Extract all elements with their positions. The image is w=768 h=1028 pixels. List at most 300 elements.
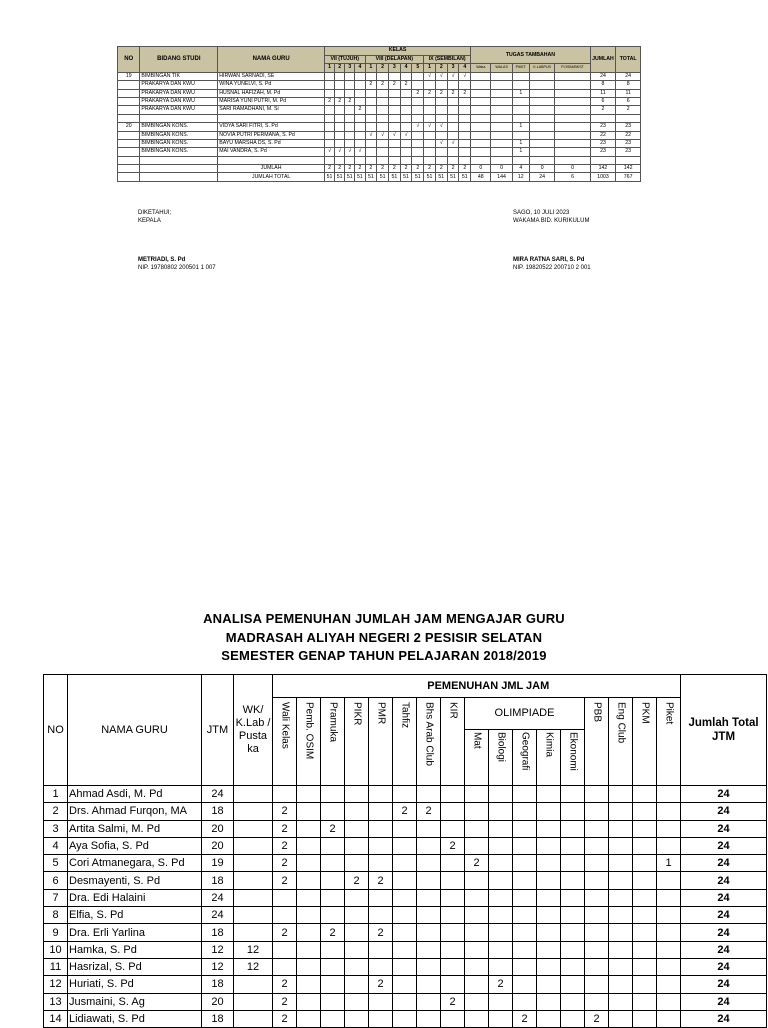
class-cell <box>424 156 436 164</box>
class-cell <box>345 72 355 80</box>
tugas-cell <box>471 89 491 97</box>
tugas-cell <box>555 131 590 139</box>
activity-cell <box>513 837 537 854</box>
activity-header-label: Pemb. OSIM <box>303 702 315 760</box>
class-cell <box>377 97 389 105</box>
activity-cell <box>393 820 417 837</box>
wakama-name: MIRA RATNA SARI, S. Pd <box>513 257 585 263</box>
activity-cell <box>609 803 633 820</box>
row-no: 6 <box>44 872 68 889</box>
class-cell <box>377 148 389 156</box>
activity-cell <box>393 958 417 975</box>
class-number-header: 1 <box>365 64 377 72</box>
class-number-header: 4 <box>400 64 412 72</box>
row-jumlah-total: 24 <box>681 855 767 872</box>
row-jumlah-total: 24 <box>681 924 767 941</box>
row-jumlah: 6 <box>590 97 616 105</box>
class-cell: 2 <box>435 165 447 173</box>
class-cell: √ <box>447 139 459 147</box>
class-cell <box>435 156 447 164</box>
tugas-cell: 0 <box>471 165 491 173</box>
class-cell: 51 <box>345 173 355 181</box>
row-no: 4 <box>44 837 68 854</box>
row-no: 10 <box>44 941 68 958</box>
tugas-cell: 0 <box>555 165 590 173</box>
activity-cell: 2 <box>273 924 297 941</box>
row-jumlah-total: 24 <box>681 993 767 1010</box>
activity-cell <box>561 786 585 803</box>
class-cell: √ <box>345 148 355 156</box>
row-bidang-studi: BIMBINGAN KONS. <box>140 148 218 156</box>
row-jumlah: 23 <box>590 148 616 156</box>
activity-cell <box>633 941 657 958</box>
class-cell: 51 <box>325 173 335 181</box>
row-no <box>118 131 140 139</box>
class-cell: √ <box>424 72 436 80</box>
row-jtm: 18 <box>202 976 234 993</box>
activity-cell <box>537 786 561 803</box>
col-ix: IX (SEMBILAN) <box>424 56 471 64</box>
row-no: 9 <box>44 924 68 941</box>
row-nama-guru: Drs. Ahmad Furqon, MA <box>68 803 202 820</box>
activity-cell <box>345 1010 369 1027</box>
class-cell: 2 <box>400 165 412 173</box>
activity-cell <box>369 786 393 803</box>
class-cell <box>345 106 355 114</box>
activity-header <box>441 698 465 786</box>
teaching-schedule-table <box>117 46 641 182</box>
activity-cell <box>369 993 393 1010</box>
activity-cell <box>585 889 609 906</box>
activity-cell <box>537 820 561 837</box>
activity-cell <box>537 803 561 820</box>
class-cell <box>447 97 459 105</box>
table-row <box>44 924 767 941</box>
class-cell <box>355 114 365 122</box>
row-wk <box>234 855 273 872</box>
class-cell <box>388 114 400 122</box>
tugas-cell <box>512 106 529 114</box>
activity-cell: 2 <box>321 924 345 941</box>
activity-cell <box>369 889 393 906</box>
activity-cell <box>297 889 321 906</box>
row-nama-guru: Ahmad Asdi, M. Pd <box>68 786 202 803</box>
analysis-title-2: MADRASAH ALIYAH NEGERI 2 PESISIR SELATAN <box>225 630 543 645</box>
activity-cell <box>345 855 369 872</box>
row-nama-guru: Aya Sofia, S. Pd <box>68 837 202 854</box>
class-cell <box>325 81 335 89</box>
wakama-nip: NIP. 19820522 200710 2 001 <box>513 265 591 271</box>
activity-cell <box>609 941 633 958</box>
activity-cell <box>633 889 657 906</box>
kepala-label: KEPALA <box>138 218 161 224</box>
row-no: 14 <box>44 1010 68 1027</box>
col-tugas-tambahan: TUGAS TAMBAHAN <box>471 47 590 64</box>
activity-cell <box>657 786 681 803</box>
class-cell: 2 <box>377 81 389 89</box>
class-cell <box>325 123 335 131</box>
activity-cell <box>489 889 513 906</box>
tugas-cell: 144 <box>491 173 512 181</box>
activity-cell: 2 <box>273 803 297 820</box>
activity-cell <box>465 958 489 975</box>
activity-cell <box>417 837 441 854</box>
class-cell <box>424 139 436 147</box>
olimpiade-subject-header <box>513 729 537 785</box>
activity-cell <box>585 941 609 958</box>
class-number-header: 3 <box>447 64 459 72</box>
activity-cell <box>393 907 417 924</box>
activity-cell <box>321 837 345 854</box>
table-row <box>44 907 767 924</box>
activity-cell <box>345 958 369 975</box>
activity-cell <box>321 941 345 958</box>
class-cell <box>412 114 424 122</box>
class-cell <box>412 156 424 164</box>
row-bidang-studi: BIMBINGAN KONS. <box>140 123 218 131</box>
activity-cell <box>489 872 513 889</box>
row-wk <box>234 803 273 820</box>
tugas-cell <box>555 148 590 156</box>
row-nama-guru: SARI RAMADHANI, M. Si <box>218 106 325 114</box>
activity-cell <box>345 837 369 854</box>
activity-cell <box>537 907 561 924</box>
row-jumlah: 11 <box>590 89 616 97</box>
tugas-cell <box>471 123 491 131</box>
activity-cell <box>657 837 681 854</box>
activity-cell: 2 <box>585 1010 609 1027</box>
activity-cell <box>321 907 345 924</box>
class-cell: √ <box>412 123 424 131</box>
activity-cell <box>417 976 441 993</box>
activity-cell <box>321 855 345 872</box>
tugas-cell <box>471 139 491 147</box>
row-nama-guru: VIDYA SARI FITRI, S. Pd <box>218 123 325 131</box>
class-cell <box>355 139 365 147</box>
activity-cell <box>585 907 609 924</box>
tugas-cell <box>529 148 555 156</box>
table-row <box>118 97 641 105</box>
activity-cell <box>369 820 393 837</box>
row-jtm: 18 <box>202 1010 234 1027</box>
class-cell: 51 <box>355 173 365 181</box>
activity-cell <box>345 976 369 993</box>
class-cell: 2 <box>325 165 335 173</box>
activity-cell <box>297 993 321 1010</box>
activity-cell <box>513 872 537 889</box>
activity-cell <box>417 924 441 941</box>
activity-cell <box>321 958 345 975</box>
row-no <box>118 173 140 181</box>
class-cell <box>412 97 424 105</box>
activity-cell <box>393 924 417 941</box>
class-cell <box>335 131 345 139</box>
class-number-header: 3 <box>388 64 400 72</box>
activity-cell <box>513 941 537 958</box>
row-jumlah-total: 24 <box>681 976 767 993</box>
tugas-cell <box>512 81 529 89</box>
class-cell <box>447 131 459 139</box>
activity-cell <box>417 855 441 872</box>
tugas-cell: 1 <box>512 148 529 156</box>
activity-cell <box>585 924 609 941</box>
class-cell: √ <box>335 148 345 156</box>
tugas-cell <box>491 72 512 80</box>
activity-cell <box>489 855 513 872</box>
analysis-title-3: SEMESTER GENAP TAHUN PELAJARAN 2018/2019 <box>221 648 547 663</box>
row-total: 23 <box>616 123 641 131</box>
table-row <box>44 855 767 872</box>
activity-cell <box>633 1010 657 1027</box>
class-cell: 51 <box>365 173 377 181</box>
row-bidang-studi: PRAKARYA DAN KWU <box>140 81 218 89</box>
activity-cell <box>441 1010 465 1027</box>
activity-cell <box>321 803 345 820</box>
row-no <box>118 165 140 173</box>
class-cell <box>459 156 471 164</box>
class-cell: 2 <box>447 165 459 173</box>
row-nama-guru: Artita Salmi, M. Pd <box>68 820 202 837</box>
row-no <box>118 156 140 164</box>
class-cell <box>424 81 436 89</box>
table-row <box>44 958 767 975</box>
row-jumlah <box>590 156 616 164</box>
class-cell <box>400 114 412 122</box>
class-cell <box>388 139 400 147</box>
class-cell <box>345 123 355 131</box>
row-bidang-studi: BIMBINGAN KONS. <box>140 139 218 147</box>
col-total: TOTAL <box>616 47 641 73</box>
olimpiade-subject-header <box>537 729 561 785</box>
tugas-cell <box>512 72 529 80</box>
class-cell <box>377 139 389 147</box>
class-cell: 2 <box>424 89 436 97</box>
activity-cell <box>537 924 561 941</box>
tugas-cell <box>491 139 512 147</box>
activity-cell <box>609 786 633 803</box>
tugas-cell <box>555 106 590 114</box>
tugas-cell <box>555 89 590 97</box>
tugas-cell <box>491 114 512 122</box>
row-jtm: 20 <box>202 820 234 837</box>
activity-cell <box>537 837 561 854</box>
class-cell <box>345 89 355 97</box>
row-total: 22 <box>616 131 641 139</box>
row-wk: 12 <box>234 958 273 975</box>
activity-cell <box>489 786 513 803</box>
activity-cell <box>609 924 633 941</box>
activity-cell: 2 <box>273 872 297 889</box>
class-cell <box>459 148 471 156</box>
tugas-cell <box>529 72 555 80</box>
col-jtm: JTM <box>202 675 234 786</box>
row-bidang-studi: BIMBINGAN KONS. <box>140 131 218 139</box>
activity-cell <box>465 907 489 924</box>
tugas-cell <box>491 106 512 114</box>
tugas-cell <box>555 81 590 89</box>
col-olimpiade: OLIMPIADE <box>465 698 585 730</box>
class-cell: 51 <box>424 173 436 181</box>
tugas-cell <box>471 148 491 156</box>
class-cell: √ <box>459 72 471 80</box>
class-cell <box>377 123 389 131</box>
activity-cell <box>633 872 657 889</box>
activity-cell <box>393 1010 417 1027</box>
class-cell: √ <box>447 72 459 80</box>
row-bidang-studi: BIMBINGAN TIK <box>140 72 218 80</box>
table-row <box>44 786 767 803</box>
class-cell <box>435 81 447 89</box>
row-total: 24 <box>616 72 641 80</box>
activity-cell <box>633 837 657 854</box>
tugas-cell <box>471 97 491 105</box>
class-cell: √ <box>377 131 389 139</box>
row-no: 3 <box>44 820 68 837</box>
activity-cell: 2 <box>441 993 465 1010</box>
olimpiade-subject-label: Ekonomi <box>567 731 579 771</box>
activity-cell <box>489 958 513 975</box>
table-row <box>118 89 641 97</box>
class-cell: √ <box>435 72 447 80</box>
activity-cell <box>297 958 321 975</box>
class-cell <box>435 97 447 105</box>
activity-cell <box>537 993 561 1010</box>
row-jumlah-total: 24 <box>681 786 767 803</box>
activity-cell: 2 <box>273 855 297 872</box>
class-cell <box>412 72 424 80</box>
activity-cell <box>465 786 489 803</box>
class-cell <box>424 97 436 105</box>
activity-cell <box>489 924 513 941</box>
class-cell <box>377 72 389 80</box>
class-cell <box>335 81 345 89</box>
row-no: 2 <box>44 803 68 820</box>
activity-cell <box>369 803 393 820</box>
class-cell <box>365 97 377 105</box>
activity-cell <box>585 855 609 872</box>
activity-cell <box>441 907 465 924</box>
activity-cell <box>297 820 321 837</box>
activity-cell <box>585 820 609 837</box>
activity-cell <box>345 941 369 958</box>
activity-cell <box>633 907 657 924</box>
class-number-header: 2 <box>335 64 345 72</box>
row-no: 8 <box>44 907 68 924</box>
tugas-cell <box>529 139 555 147</box>
class-number-header: 4 <box>459 64 471 72</box>
activity-cell <box>321 872 345 889</box>
class-cell <box>377 89 389 97</box>
activity-cell <box>369 907 393 924</box>
row-total: 11 <box>616 89 641 97</box>
class-cell <box>459 131 471 139</box>
class-cell: 2 <box>365 165 377 173</box>
row-jumlah: 23 <box>590 123 616 131</box>
row-bidang-studi <box>140 173 218 181</box>
class-cell <box>388 72 400 80</box>
class-cell: 51 <box>459 173 471 181</box>
activity-cell <box>513 924 537 941</box>
activity-cell <box>393 855 417 872</box>
row-nama-guru: MAI VANDRA, S. Pd <box>218 148 325 156</box>
row-jumlah-total: 24 <box>681 941 767 958</box>
class-cell <box>325 114 335 122</box>
row-nama-guru <box>218 156 325 164</box>
class-cell: 51 <box>412 173 424 181</box>
row-nama-guru: Desmayenti, S. Pd <box>68 872 202 889</box>
olimpiade-subject-header <box>489 729 513 785</box>
class-cell <box>365 106 377 114</box>
activity-cell <box>537 889 561 906</box>
row-total: 2 <box>616 106 641 114</box>
row-nama-guru: JUMLAH TOTAL <box>218 173 325 181</box>
row-nama-guru: JUMLAH <box>218 165 325 173</box>
tugas-cell: 0 <box>491 165 512 173</box>
col-nama-guru: NAMA GURU <box>68 675 202 786</box>
class-cell <box>459 81 471 89</box>
activity-cell: 2 <box>369 872 393 889</box>
class-cell <box>447 81 459 89</box>
activity-header <box>585 698 609 786</box>
class-cell: 2 <box>447 89 459 97</box>
class-cell <box>388 89 400 97</box>
row-nama-guru: Cori Atmanegara, S. Pd <box>68 855 202 872</box>
row-nama-guru: Huriati, S. Pd <box>68 976 202 993</box>
activity-header-label: PKM <box>639 702 651 724</box>
activity-cell <box>585 786 609 803</box>
activity-header <box>609 698 633 786</box>
tugas-cell <box>471 156 491 164</box>
class-cell <box>400 123 412 131</box>
activity-header <box>273 698 297 786</box>
row-total <box>616 156 641 164</box>
class-cell <box>459 114 471 122</box>
tugas-cell <box>529 131 555 139</box>
activity-cell <box>537 855 561 872</box>
activity-cell <box>585 803 609 820</box>
class-cell <box>388 148 400 156</box>
table-row <box>118 131 641 139</box>
class-cell <box>447 114 459 122</box>
activity-cell <box>321 993 345 1010</box>
activity-cell <box>585 976 609 993</box>
tugas-cell <box>529 81 555 89</box>
row-bidang-studi <box>140 114 218 122</box>
row-wk <box>234 1010 273 1027</box>
row-wk <box>234 786 273 803</box>
tugas-cell <box>529 114 555 122</box>
class-cell: 51 <box>335 173 345 181</box>
wakama-label: WAKAMA BID. KURIKULUM <box>513 218 590 224</box>
activity-cell <box>441 820 465 837</box>
activity-cell <box>561 820 585 837</box>
class-cell: 2 <box>325 97 335 105</box>
tugas-cell <box>491 156 512 164</box>
row-nama-guru: Lidiawati, S. Pd <box>68 1010 202 1027</box>
activity-header <box>369 698 393 786</box>
activity-cell <box>513 803 537 820</box>
row-total: 767 <box>616 173 641 181</box>
class-number-header: 3 <box>345 64 355 72</box>
activity-cell: 2 <box>273 976 297 993</box>
row-wk <box>234 837 273 854</box>
activity-cell: 1 <box>657 855 681 872</box>
row-jumlah-total: 24 <box>681 872 767 889</box>
activity-header-label: Pramuka <box>327 702 339 743</box>
activity-cell <box>345 993 369 1010</box>
row-no <box>118 106 140 114</box>
activity-cell <box>345 907 369 924</box>
